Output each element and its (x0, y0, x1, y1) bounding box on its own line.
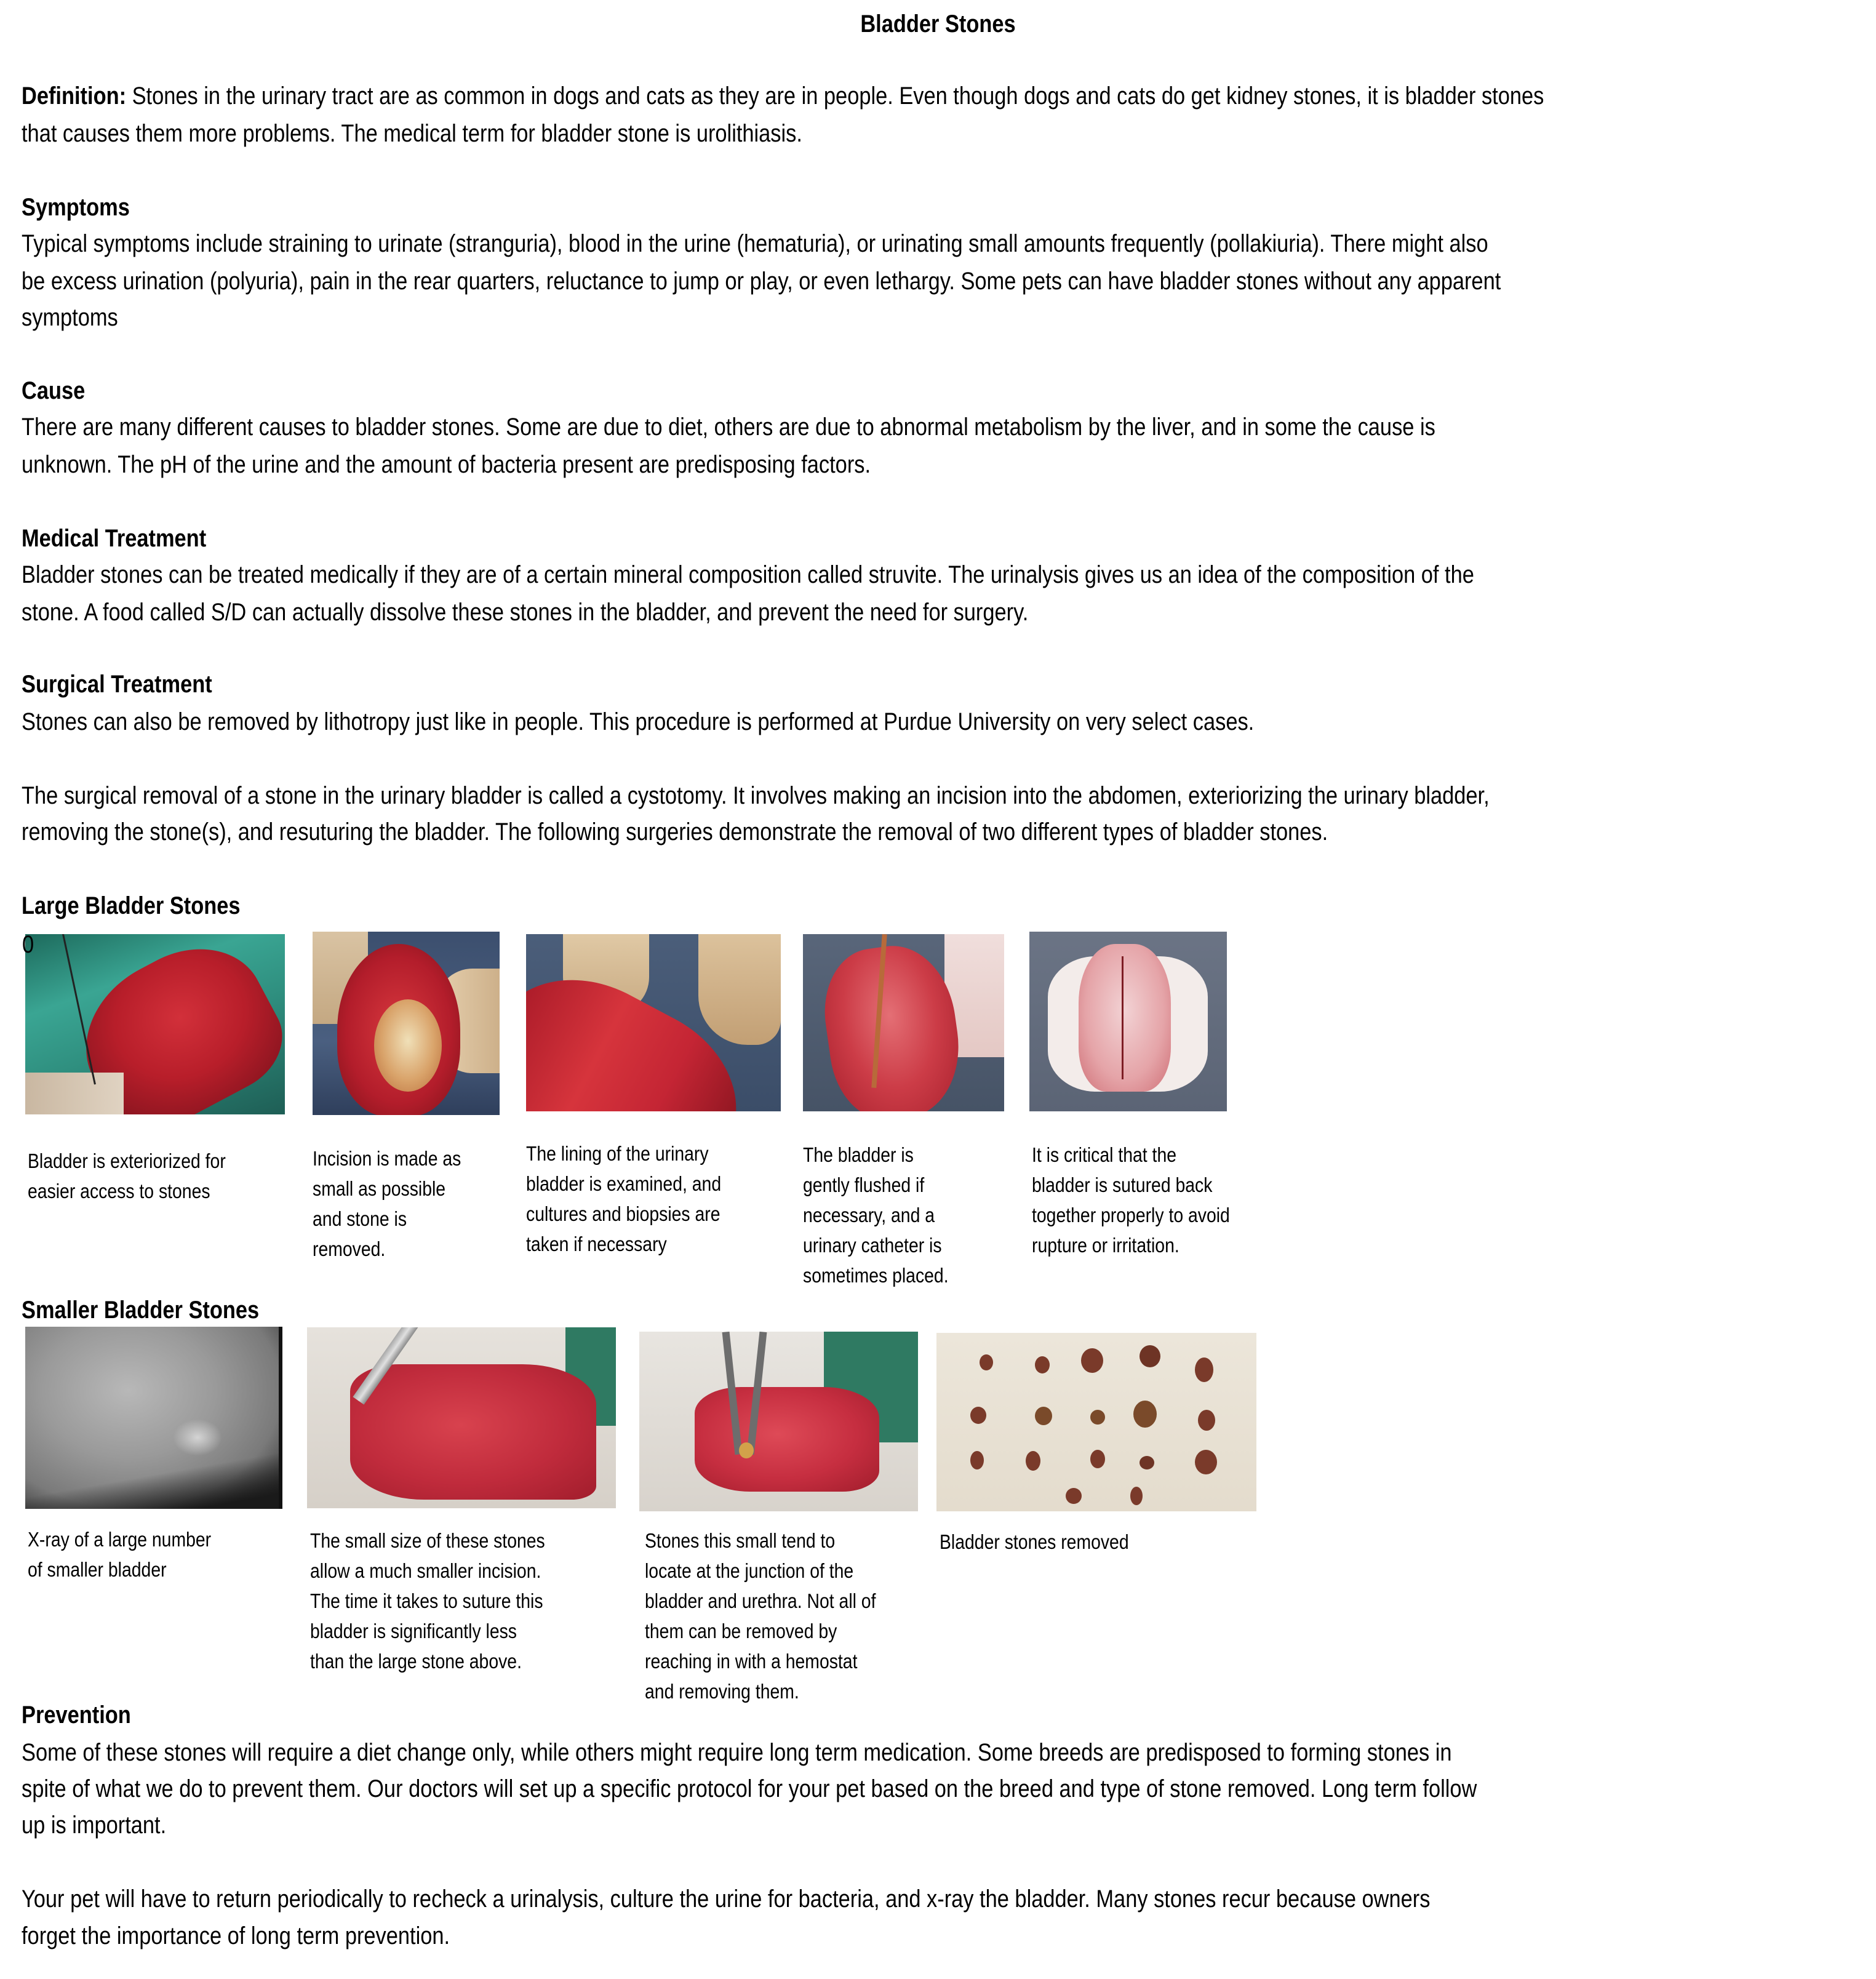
symptoms-line: symptoms (22, 304, 118, 331)
symptoms-line: be excess urination (polyuria), pain in the rear quarters, reluctance to jump or play, or even lethargy. Some pets can have bladder stones without any apparent (22, 268, 1501, 295)
prevention-line: up is important. (22, 1812, 167, 1839)
cause-line: There are many different causes to bladder stones. Some are due to diet, others are due to abnormal metabolism by the liver, and in some the cause is (22, 414, 1435, 441)
prevention-heading: Prevention (22, 1701, 131, 1729)
followup-line: forget the importance of long term prevention. (22, 1922, 450, 1949)
hemostat-stone-photo (639, 1332, 918, 1511)
symptoms-line: Typical symptoms include straining to urinate (stranguria), blood in the urine (hematuria), or urinating small amounts frequently (pollakiuria). There might also (22, 230, 1488, 257)
removed-stones-photo (936, 1333, 1256, 1511)
definition-line-2: that causes them more problems. The medical term for bladder stone is urolithiasis. (22, 120, 802, 147)
bladder-flushed-catheter-photo (803, 934, 1004, 1111)
small-incision-photo (307, 1327, 616, 1508)
followup-line: Your pet will have to return periodically to recheck a urinalysis, culture the urine for bacteria, and x-ray the bladder. Many stones recur because owners (22, 1885, 1431, 1913)
xray-photo (25, 1327, 282, 1509)
medical-treatment-line: stone. A food called S/D can actually dissolve these stones in the bladder, and prevent the need for surgery. (22, 599, 1029, 626)
medical-treatment-heading: Medical Treatment (22, 525, 207, 552)
prevention-line: spite of what we do to prevent them. Our doctors will set up a specific protocol for your pet based on the breed and type of stone removed. Long term follow (22, 1775, 1477, 1802)
cause-heading: Cause (22, 377, 86, 404)
surgical-treatment-line: Stones can also be removed by lithotropy just like in people. This procedure is performed at Purdue University on very select cases. (22, 708, 1255, 735)
cystotomy-line: The surgical removal of a stone in the urinary bladder is called a cystotomy. It involves making an incision into the abdomen, exteriorizing the urinary bladder, (22, 782, 1490, 809)
prevention-line: Some of these stones will require a diet change only, while others might require long term medication. Some breeds are predisposed to forming stones in (22, 1739, 1452, 1766)
smaller-stones-heading: Smaller Bladder Stones (22, 1297, 260, 1324)
definition-text: Stones in the urinary tract are as common in dogs and cats as they are in people. Even though dogs and cats do get kidney stones, it is bladder stones (126, 82, 1544, 110)
bladder-exteriorized-photo (25, 934, 285, 1114)
medical-treatment-line: Bladder stones can be treated medically if they are of a certain mineral composition called struvite. The urinalysis gives us an idea of the composition of the (22, 561, 1474, 588)
page-title: Bladder Stones (860, 10, 1016, 38)
cause-line: unknown. The pH of the urine and the amount of bacteria present are predisposing factors. (22, 451, 871, 478)
definition-line-1 (22, 78, 1544, 114)
surgical-treatment-heading: Surgical Treatment (22, 671, 212, 698)
stray-glyph: 0 (22, 931, 34, 958)
cystotomy-line: removing the stone(s), and resuturing the bladder. The following surgeries demonstrate the removal of two different types of bladder stones. (22, 818, 1328, 846)
symptoms-heading: Symptoms (22, 194, 130, 221)
definition-label: Definition: (22, 82, 127, 110)
large-stones-heading: Large Bladder Stones (22, 892, 241, 919)
bladder-lining-photo (526, 934, 781, 1111)
incision-stone-photo (313, 932, 500, 1115)
bladder-sutured-photo (1029, 932, 1227, 1111)
